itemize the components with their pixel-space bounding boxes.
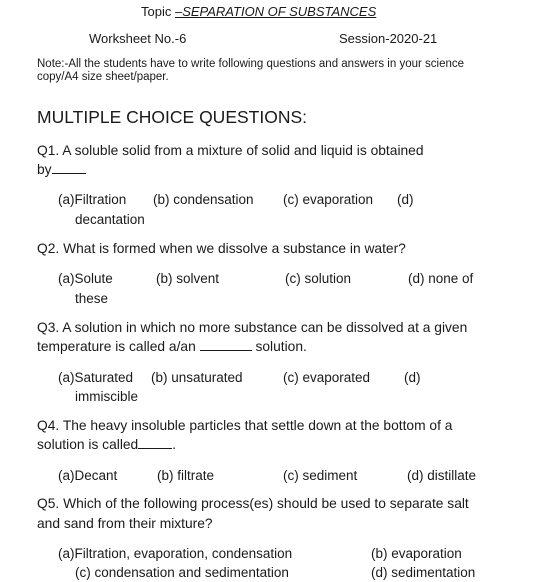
q1-option-b: (b) condensation	[153, 192, 254, 207]
q4-option-c: (c) sediment	[283, 468, 358, 483]
question-3-line-2-text: temperature is called a/an	[37, 339, 196, 354]
q2-option-a: (a)Solute	[58, 271, 113, 286]
q2-option-c: (c) solution	[285, 271, 352, 286]
topic-value: –SEPARATION OF SUBSTANCES	[174, 4, 377, 19]
q1-option-d: (d)	[397, 192, 414, 207]
q3-option-c: (c) evaporated	[283, 370, 371, 385]
note	[37, 58, 477, 84]
q2-option-b: (b) solvent	[156, 271, 220, 286]
question-1-line-1: Q1. A soluble solid from a mixture of solid and liquid is obtained	[37, 143, 424, 158]
topic-label: Topic	[141, 4, 175, 19]
answer-blank	[52, 162, 86, 174]
section-title: MULTIPLE CHOICE QUESTIONS:	[37, 107, 307, 127]
question-1-line-2-text: by	[37, 162, 52, 177]
question-5-line-1: Q5. Which of the following process(es) should be used to separate salt	[37, 496, 469, 511]
q4-option-d: (d) distillate	[407, 468, 477, 483]
question-3-line-2	[37, 337, 307, 356]
q3-option-d: (d)	[404, 370, 421, 385]
note-line-1: Note:-All the students have to write following questions and answers in your science	[37, 58, 465, 70]
question-4-line-1: Q4. The heavy insoluble particles that settle down at the bottom of a	[37, 418, 453, 433]
q5-option-a: (a)Filtration, evaporation, condensation	[58, 546, 293, 561]
question-2-line-1: Q2. What is formed when we dissolve a substance in water?	[37, 241, 406, 256]
note-line-2: copy/A4 size sheet/paper.	[37, 71, 169, 83]
q5-option-b: (b) evaporation	[371, 546, 462, 561]
session: Session-2020-21	[339, 31, 438, 46]
q5-option-c: (c) condensation and sedimentation	[75, 565, 289, 580]
q2-option-d-cont: these	[75, 291, 109, 306]
q3-option-a: (a)Saturated	[58, 370, 134, 385]
q3-option-b: (b) unsaturated	[151, 370, 243, 385]
question-1-line-2	[37, 160, 86, 179]
q4-option-a: (a)Decant	[58, 468, 118, 483]
q1-option-a: (a)Filtration	[58, 192, 127, 207]
q1-option-d-cont: decantation	[75, 212, 145, 227]
q4-option-b: (b) filtrate	[157, 468, 215, 483]
q3-option-d-cont: immiscible	[75, 389, 139, 404]
q1-option-c: (c) evaporation	[283, 192, 374, 207]
question-4-line-2	[37, 435, 176, 454]
worksheet-number: Worksheet No.-6	[89, 31, 187, 46]
answer-blank	[200, 339, 252, 351]
topic-line	[141, 4, 376, 19]
q2-option-d: (d) none of	[408, 271, 474, 286]
question-4-line-2-end: .	[172, 437, 177, 452]
question-3-line-2-end: solution.	[255, 339, 307, 354]
q5-option-d: (d) sedimentation	[371, 565, 476, 580]
answer-blank	[138, 437, 172, 449]
question-3-line-1: Q3. A solution in which no more substance can be dissolved at a given	[37, 320, 468, 335]
question-4-line-2-text: solution is called	[37, 437, 139, 452]
question-5-line-2: and sand from their mixture?	[37, 516, 213, 531]
